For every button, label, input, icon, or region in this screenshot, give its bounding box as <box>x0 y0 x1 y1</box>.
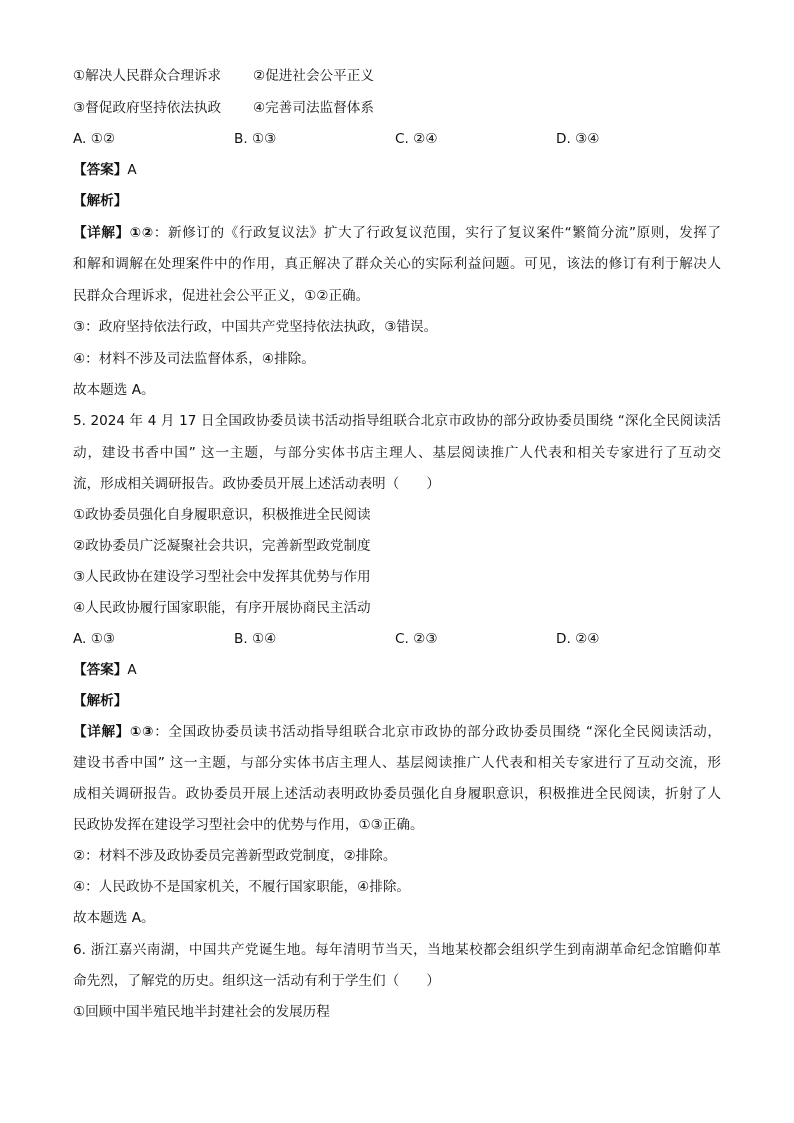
q5-choice-b: B. ①④ <box>234 631 277 647</box>
q4-choices <box>73 129 599 149</box>
q4-choice-b: B. ①③ <box>234 131 277 147</box>
q5-detail-line-3: 成相关调研报告。政协委员开展上述活动表明政协委员强化自身履职意识，积极推进全民阅读，折射了人 <box>73 786 721 802</box>
q5-option-2: ②政协委员广泛凝聚社会共识，完善新型政党制度 <box>73 538 371 554</box>
q6-stem-line-1: 6. 浙江嘉兴南湖，中国共产党诞生地。每年清明节当天，当地某校都会组织学生到南湖革命纪念馆瞻仰革 <box>73 942 721 958</box>
q4-option-4: ④完善司法监督体系 <box>253 100 374 116</box>
q4-answer-tag: 【答案】 <box>73 162 128 178</box>
q4-analysis-tag: 【解析】 <box>73 193 128 209</box>
q5-stem-line-2: 动，建设书香中国” 这一主题，与部分实体书店主理人、基层阅读推广人代表和相关专家进行了互动交 <box>73 445 721 461</box>
q5-detail-line-2: 建设书香中国” 这一主题，与部分实体书店主理人、基层阅读推广人代表和相关专家进行了互动交流，形 <box>73 755 721 771</box>
q5-note-2: ②：材料不涉及政协委员完善新型政党制度，②排除。 <box>73 848 397 864</box>
q5-answer-value: A <box>127 662 137 678</box>
q4-detail-line-3: 民群众合理诉求，促进社会公平正义，①②正确。 <box>73 288 370 304</box>
q4-option-2: ②促进社会公平正义 <box>253 68 374 84</box>
q5-detail-line-4: 民政协发挥在建设学习型社会中的优势与作用，①③正确。 <box>73 817 424 833</box>
q4-note-4: ④：材料不涉及司法监督体系，④排除。 <box>73 351 315 367</box>
q5-detail-line-1 <box>73 722 721 742</box>
q6-option-1: ①回顾中国半殖民地半封建社会的发展历程 <box>73 1004 330 1020</box>
q5-stem-line-3: 流，形成相关调研报告。政协委员开展上述活动表明（ ） <box>73 476 441 492</box>
q5-choice-a: A. ①③ <box>73 631 116 647</box>
q4-detail-line-2: 和解和调解在处理案件中的作用，真正解决了群众关心的实际利益问题。可见，该法的修订有利于解决人 <box>73 256 721 272</box>
q4-answer-value: A <box>127 162 137 178</box>
q5-stem-line-1: 5. 2024 年 4 月 17 日全国政协委员读书活动指导组联合北京市政协的部分政协委员围绕 “深化全民阅读活 <box>73 413 721 429</box>
q6-stem-line-2: 命先烈，了解党的历史。组织这一活动有利于学生们（ ） <box>73 973 441 989</box>
q5-option-3: ③人民政协在建设学习型社会中发挥其优势与作用 <box>73 569 371 585</box>
q5-option-1: ①政协委员强化自身履职意识，积极推进全民阅读 <box>73 507 371 523</box>
q4-answer <box>73 160 137 180</box>
q5-answer <box>73 660 137 680</box>
q4-choice-a: A. ①② <box>73 131 116 147</box>
q4-detail-line-1 <box>73 223 721 243</box>
q4-detail-tag: 【详解】 <box>73 225 130 241</box>
q4-option-3: ③督促政府坚持依法执政 <box>73 100 222 116</box>
q4-choice-c: C. ②④ <box>395 131 438 147</box>
q5-detail-text-1: ：全国政协委员读书活动指导组联合北京市政协的部分政协委员围绕 “深化全民阅读活动， <box>154 724 721 740</box>
q5-conclusion: 故本题选 A。 <box>73 910 155 926</box>
q5-answer-tag: 【答案】 <box>73 662 128 678</box>
q5-choice-d: D. ②④ <box>556 631 600 647</box>
q5-choices <box>73 629 599 649</box>
q5-choice-c: C. ②③ <box>395 631 438 647</box>
q4-note-3: ③：政府坚持依法行政，中国共产党坚持依法执政，③错误。 <box>73 319 438 335</box>
q5-detail-tag: 【详解】 <box>73 724 130 740</box>
q4-detail-text-1: ：新修订的《行政复议法》扩大了行政复议范围，实行了复议案件“繁简分流”原则，发挥了 <box>153 225 721 241</box>
q5-detail-head: ①③ <box>129 724 155 740</box>
q4-option-1: ①解决人民群众合理诉求 <box>73 68 222 84</box>
q4-conclusion: 故本题选 A。 <box>73 382 155 398</box>
q4-option-row-2 <box>73 98 374 118</box>
q5-analysis-tag: 【解析】 <box>73 693 128 709</box>
q5-option-4: ④人民政协履行国家职能，有序开展协商民主活动 <box>73 600 371 616</box>
q4-detail-head: ①② <box>129 225 154 241</box>
q5-note-4: ④：人民政协不是国家机关，不履行国家职能，④排除。 <box>73 879 411 895</box>
q4-option-row-1 <box>73 66 374 86</box>
q4-choice-d: D. ③④ <box>556 131 600 147</box>
